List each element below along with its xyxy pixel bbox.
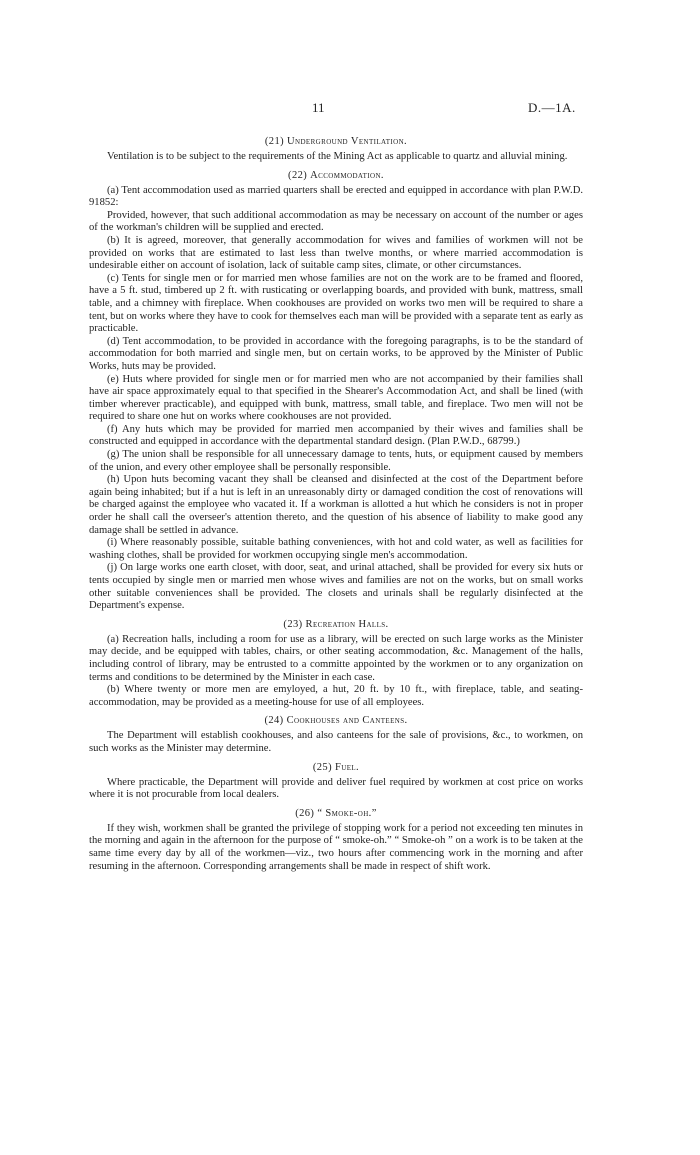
section-heading	[89, 170, 583, 181]
paragraph: (a) Recreation halls, including a room for use as a library, will be erected on such large works as the Minister may decide, and be equipped with tables, chairs, or other seating accommodation, &c. Management of the halls, including control of library, may be entrusted to a committe appointed by the workmen or to any organization on terms and conditions to be determined by the Minister in each case.	[89, 633, 583, 683]
section-title: “ Smoke-oh.”	[317, 807, 377, 819]
document-body	[89, 130, 583, 873]
document-reference: D.—1A.	[528, 100, 576, 115]
section-number: (22)	[288, 169, 308, 181]
paragraph: (j) On large works one earth closet, with door, seat, and urinal attached, shall be provided for every six huts or tents occupied by single men or married men whose wives and families are not on the works, but on small works other suitable conveniences shall be provided. The closets and urinals shall be regularly disinfected at the Department's expense.	[89, 562, 583, 612]
section-heading	[89, 715, 583, 726]
paragraph: Provided, however, that such additional accommodation as may be necessary on account of the number or ages of the workman's children will be supplied and erected.	[89, 209, 583, 234]
section-fuel	[89, 762, 583, 802]
section-recreation-halls	[89, 619, 583, 710]
section-heading	[89, 136, 583, 147]
paragraph: (g) The union shall be responsible for all unnecessary damage to tents, huts, or equipment caused by members of the union, and every other employee shall be personally responsible.	[89, 449, 583, 473]
section-accommodation	[89, 170, 583, 613]
paragraph: (a) Tent accommodation used as married quarters shall be erected and equipped in accordance with plan P.W.D. 91852:	[89, 184, 583, 209]
section-title: Cookhouses and Canteens.	[286, 715, 408, 727]
paragraph: The Department will establish cookhouses, and also canteens for the sale of provisions, &c., to workmen, on such works as the Minister may determine.	[89, 730, 583, 754]
paragraph: (f) Any huts which may be provided for married men accompanied by their wives and families shall be constructed and equipped in accordance with the departmental standard design. (Plan P.W.D., 68799.)	[89, 423, 583, 448]
section-title: Fuel.	[335, 761, 360, 773]
paragraph: (b) Where twenty or more men are emyloyed, a hut, 20 ft. by 10 ft., with fireplace, table, and seating-accommodation, may be provided as a meeting-house for use of all employees.	[89, 684, 583, 708]
section-number: (21)	[264, 136, 284, 147]
section-heading	[89, 762, 583, 773]
page-header	[0, 100, 700, 120]
paragraph: If they wish, workmen shall be granted the privilege of stopping work for a period not exceeding ten minutes in the morning and again in the afternoon for the purpose of “ smoke-oh.” “ Smoke-oh ” on a work is to be taken at the same time every day by all of the workmen—viz., two hours after commencing work in the morning and after resuming in the afternoon. Corresponding arrangements shall be made in respect of shift work.	[89, 822, 583, 872]
section-number: (24)	[264, 715, 284, 727]
paragraph: (h) Upon huts becoming vacant they shall be cleansed and disinfected at the cost of the Department before again being inhabited; but if a hut is left in an unreasonably dirty or damaged condition the cost of renovations will be charged against the employee who vacated it. If a workman is allotted a hut which he considers is not in proper order he shall call the overseer's attention thereto, and the question of his absence of liability to make good any damage shall be settled in advance.	[89, 474, 583, 536]
section-title: Recreation Halls.	[305, 618, 389, 630]
paragraph: (c) Tents for single men or for married men whose families are not on the work are to be framed and floored, have a 5 ft. stud, timbered up 2 ft. with rusticating or overlapping boards, and provided with bunk, mattress, small table, and a chimney with fireplace. When cookhouses are provided on works two men will be required to share a tent, but on works where they have to cook for themselves each man will be provided with a separate tent as early as practicable.	[89, 272, 583, 335]
section-smoke-oh	[89, 808, 583, 873]
section-cookhouses-and-canteens	[89, 715, 583, 755]
section-title: Accommodation.	[310, 169, 384, 181]
section-heading	[89, 619, 583, 630]
section-number: (23)	[283, 618, 303, 630]
section-number: (25)	[312, 761, 332, 773]
section-underground-ventilation	[89, 136, 583, 164]
paragraph: Ventilation is to be subject to the requirements of the Mining Act as applicable to quartz and alluvial mining.	[107, 151, 568, 162]
section-heading	[89, 808, 583, 819]
paragraph: (b) It is agreed, moreover, that generally accommodation for wives and families of workmen will not be provided on works that are estimated to last less than twelve months, or where married accommodation is undesirable either on account of isolation, lack of suitable camp sites, climate, or other circumstances.	[89, 234, 583, 272]
section-title: Underground Ventilation.	[287, 136, 408, 147]
section-number: (26)	[295, 807, 315, 819]
paragraph: Where practicable, the Department will provide and deliver fuel required by workmen at cost price on works where it is not procurable from local dealers.	[89, 776, 583, 801]
paragraph: (d) Tent accommodation, to be provided in accordance with the foregoing paragraphs, is to be the standard of accommodation for both married and single men, but on certain works, to be approved by the Minister of Public Works, huts may be provided.	[89, 335, 583, 372]
page-number: 11	[312, 100, 325, 115]
paragraph: (i) Where reasonably possible, suitable bathing conveniences, with hot and cold water, as well as facilities for washing clothes, shall be provided for workmen occupying single men's accommodation.	[89, 537, 583, 561]
paragraph: (e) Huts where provided for single men or for married men who are not accompanied by their families shall have air space approximately equal to that specified in the Shearer's Accommodation Act, and shall be lined (with timber wherever practicable), and equipped with bunk, mattress, small table, and fireplace. Two men will not be required to share one hut on works where cookhouses are not provided.	[89, 373, 583, 423]
